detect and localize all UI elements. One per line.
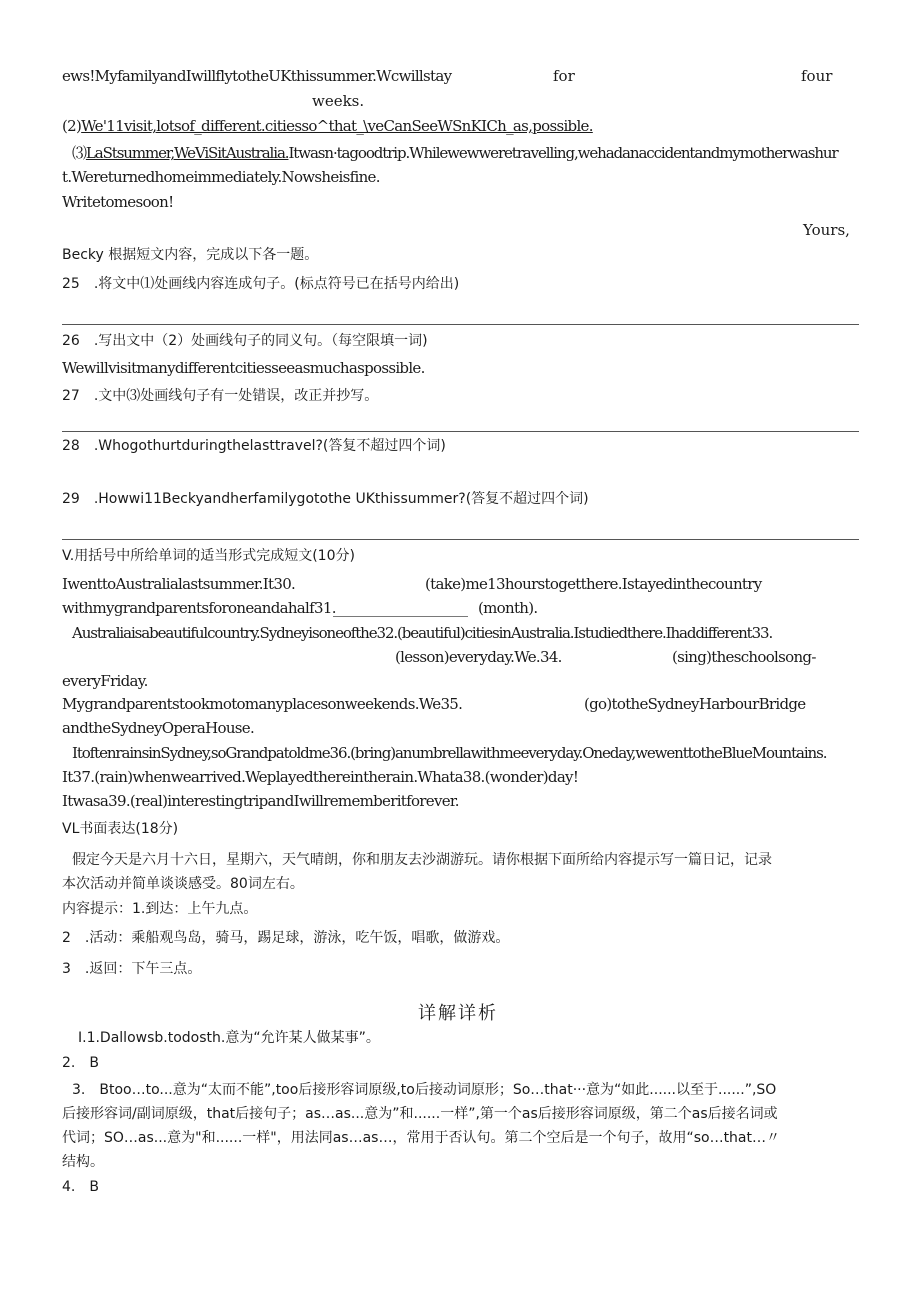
question-28: 28 .Whogothurtduringthelasttravel?(答复不超过四个词) bbox=[62, 438, 446, 454]
passage-line-7: andtheSydneyOperaHouse. bbox=[62, 719, 255, 737]
sentence-3-text: LaStsummer,WeViSitAustralia. bbox=[85, 144, 289, 162]
content-hint-3: 3 .返回：下午三点。 bbox=[62, 961, 202, 977]
passage-line-10: Itwasa39.(real)interestingtripandIwillrememberitforever. bbox=[62, 792, 459, 810]
answer-1: I.1.Dallowsb.todosth.意为“允许某人做某事”。 bbox=[78, 1030, 380, 1046]
question-25: 25 .将文中⑴处画线内容连成句子。(标点符号已在括号内给出) bbox=[62, 276, 460, 292]
passage-line-6a: Mygrandparentstookmotomanyplacesonweekends.We35. bbox=[62, 695, 463, 713]
answer-3-line-4: 结构。 bbox=[62, 1154, 104, 1170]
letter-line-2: weeks. bbox=[312, 92, 365, 110]
sentence-2-text: We'11visit,lotsof_different.citiesso^that_\veCanSeeWSnKICh_as,possible. bbox=[81, 117, 593, 135]
sentence-2-number: (2) bbox=[62, 117, 82, 135]
letter-line-1: ews!MyfamilyandIwillflytotheUKthissummer.Wcwillstay bbox=[62, 67, 452, 85]
question-27: 27 .文中⑶处画线句子有一处错误，改正并抄写。 bbox=[62, 388, 379, 404]
writing-prompt-line-1: 假定今天是六月十六日，星期六，天气晴朗，你和朋友去沙湖游玩。请你根据下面所给内容提示写一篇日记，记录 bbox=[72, 852, 772, 868]
passage-line-1b: (take)me13hourstogetthere.Istayedinthecountry bbox=[425, 575, 762, 593]
letter-line-6: Writetomesoon! bbox=[62, 193, 174, 211]
answer-4: 4. B bbox=[62, 1179, 99, 1195]
content-hint-2: 2 .活动：乘船观鸟岛，骑马，踢足球，游泳，吃午饭，唱歌，做游戏。 bbox=[62, 930, 510, 946]
passage-line-8: ItoftenrainsinSydney,soGrandpatoldme36.(bring)anumbrellawithmeeveryday.Oneday,wewenttotheBlueMountains. bbox=[72, 744, 827, 762]
question-26: 26 .写出文中（2）处画线句子的同义句。（每空限填一词) bbox=[62, 333, 428, 349]
passage-line-4b: (sing)theschoolsong- bbox=[672, 648, 816, 666]
answer-3-line-2: 后接形容词/副词原级，that后接句子；as…as...意为”和......一样”,第一个as后接形容词原级，第二个as后接名词或 bbox=[62, 1106, 778, 1122]
question-26-sentence: Wewillvisitmanydifferentcitiesseeasmuchaspossible. bbox=[62, 359, 425, 377]
passage-line-1a: IwenttoAustralialastsummer.It30. bbox=[62, 575, 296, 593]
passage-line-4a: (lesson)everyday.We.34. bbox=[395, 648, 562, 666]
question-29: 29 .Howwi11Beckyandherfamilygotothe UKthissummer?(答复不超过四个词) bbox=[62, 491, 589, 507]
letter-line-5: t.Wereturnedhomeimmediately.Nowsheisfine. bbox=[62, 168, 380, 186]
letter-signoff-instructions: Becky 根据短文内容，完成以下各一题。 bbox=[62, 247, 319, 263]
passage-blank-31: __________________ bbox=[333, 599, 468, 617]
answer-line-27 bbox=[62, 431, 859, 432]
answer-line-25 bbox=[62, 324, 859, 325]
passage-line-5: everyFriday. bbox=[62, 672, 148, 690]
answer-3-line-3: 代词；SO…as...意为"和......一样"，用法同as…as…，常用于否认句。第二个空后是一个句子，故用“so…that…〃 bbox=[62, 1130, 780, 1146]
passage-line-6b: (go)totheSydneyHarbourBridge bbox=[584, 695, 806, 713]
passage-line-9: It37.(rain)whenwearrived.Weplayedthereintherain.Whata38.(wonder)day! bbox=[62, 768, 579, 786]
answer-key-heading: 详解详析 bbox=[418, 1003, 498, 1024]
content-hint-1: 内容提示：1.到达：上午九点。 bbox=[62, 901, 258, 917]
letter-yours: Yours, bbox=[803, 221, 850, 239]
underlined-sentence-3 bbox=[72, 143, 838, 163]
section-6-title: VL书面表达(18分) bbox=[62, 821, 179, 837]
writing-prompt-line-2: 本次活动并简单谈谈感受。80词左右。 bbox=[62, 876, 304, 892]
underlined-sentence-2 bbox=[62, 116, 593, 136]
passage-line-2b: (month). bbox=[478, 599, 538, 617]
sentence-3-number: ⑶ bbox=[72, 144, 86, 162]
section-5-title: V.用括号中所给单词的适当形式完成短文(10分) bbox=[62, 548, 355, 564]
sentence-3-rest: Itwasn·tagoodtrip.Whilewewweretravelling,wehadanaccidentandmymotherwashur bbox=[288, 144, 838, 162]
letter-line-1-for: for bbox=[553, 67, 575, 85]
passage-line-3: Australiaisabeautifulcountry.Sydneyisoneofthe32.(beautiful)citiesinAustralia.Istudiedthere.Ihaddifferent33. bbox=[72, 624, 773, 642]
answer-2: 2. B bbox=[62, 1055, 99, 1071]
letter-line-1-four: four bbox=[801, 67, 833, 85]
answer-3-line-1: 3. Btoo…to...意为“太而不能”,too后接形容词原级,to后接动词原形；So…that···意为“如此......以至于......”,SO bbox=[72, 1082, 777, 1098]
passage-line-2a: withmygrandparentsforoneandahalf31. bbox=[62, 599, 336, 617]
answer-line-29 bbox=[62, 539, 859, 540]
